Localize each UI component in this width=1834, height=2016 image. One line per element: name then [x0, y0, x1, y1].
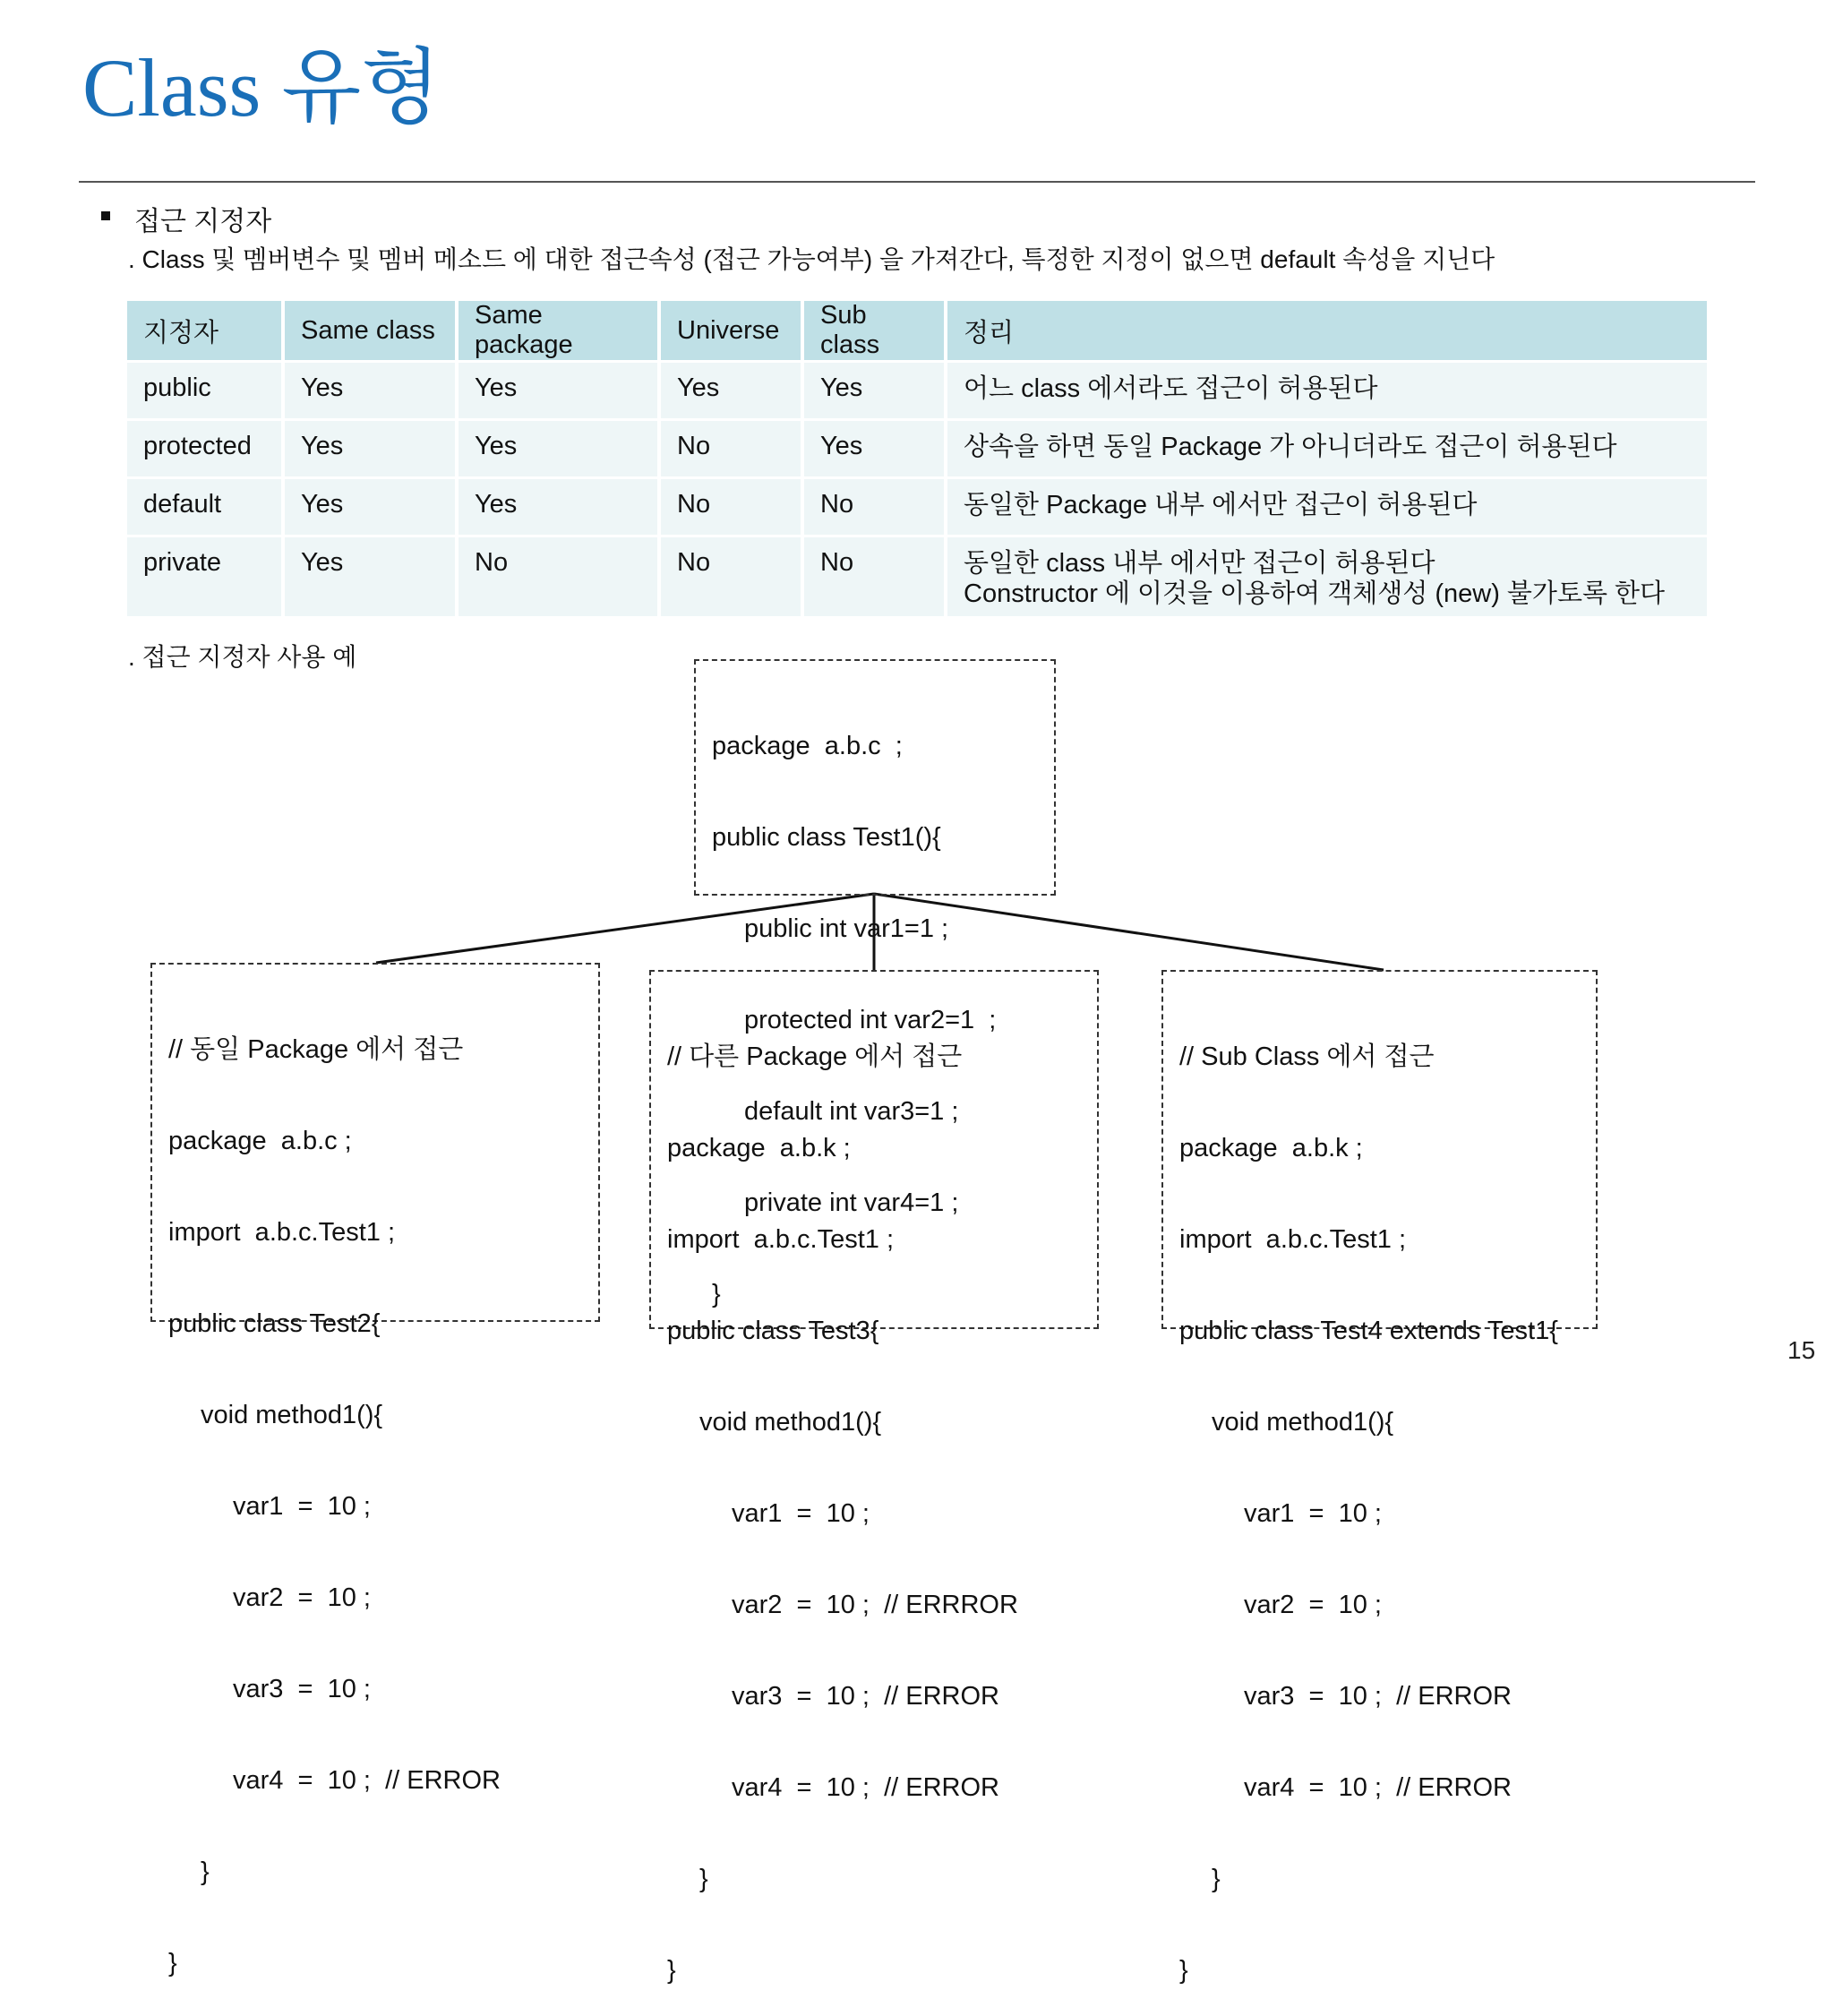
code-line: package a.b.k ;	[667, 1134, 851, 1162]
summary-line: 어느 class 에서라도 접근이 허용된다	[964, 374, 1378, 403]
header-same-class: Same class	[285, 301, 455, 360]
cell-sub-class: No	[804, 479, 944, 535]
code-line: package a.b.c ;	[712, 732, 903, 760]
header-sub-class: Sub class	[804, 301, 944, 360]
page-number: 15	[1787, 1336, 1816, 1364]
cell-same-class: Yes	[285, 479, 455, 535]
cell-sub-class: No	[804, 537, 944, 616]
code-line: var4 = 10 ; // ERROR	[233, 1766, 501, 1795]
cell-same-package: Yes	[458, 421, 657, 476]
code-line: }	[201, 1857, 210, 1886]
cell-same-class: Yes	[285, 363, 455, 418]
header-specifier: 지정자	[127, 301, 281, 360]
example-label: . 접근 지정자 사용 예	[128, 643, 357, 671]
cell-same-class: Yes	[285, 421, 455, 476]
cell-specifier: protected	[127, 421, 281, 476]
summary-line: Constructor 에 이것을 이용하여 객체생성 (new) 불가토록 한다	[964, 579, 1666, 608]
cell-specifier: public	[127, 363, 281, 418]
code-line: public class Test2{	[168, 1309, 381, 1338]
code-line: }	[712, 1280, 721, 1308]
cell-universe: No	[661, 421, 801, 476]
code-line: public class Test3{	[667, 1317, 879, 1345]
code-line: var4 = 10 ; // ERROR	[1244, 1773, 1512, 1802]
code-line: default int var3=1 ;	[744, 1097, 959, 1126]
cell-sub-class: Yes	[804, 421, 944, 476]
section-description: . Class 및 멤버변수 및 멤버 메소드 에 대한 접근속성 (접근 가능여부) 을 가져간다, 특정한 지정이 없으면 default 속성을 지닌다	[128, 245, 1495, 273]
header-summary: 정리	[947, 301, 1707, 360]
code-line: var1 = 10 ;	[1244, 1499, 1382, 1528]
code-line: import a.b.c.Test1 ;	[168, 1218, 396, 1247]
code-line: protected int var2=1 ;	[744, 1006, 997, 1034]
code-line: var3 = 10 ; // ERROR	[732, 1682, 999, 1711]
code-line: var3 = 10 ; // ERROR	[1244, 1682, 1512, 1711]
code-line: }	[1179, 1956, 1188, 1985]
code-line: var3 = 10 ;	[233, 1675, 371, 1703]
code-line: // Sub Class 에서 접근	[1179, 1042, 1435, 1071]
cell-same-package: Yes	[458, 363, 657, 418]
summary-line: 동일한 Package 내부 에서만 접근이 허용된다	[964, 491, 1478, 519]
section-bullet: 접근 지정자	[134, 207, 272, 236]
code-line: public class Test4 extends Test1{	[1179, 1317, 1558, 1345]
code-line: // 다른 Package 에서 접근	[667, 1042, 963, 1071]
cell-universe: Yes	[661, 363, 801, 418]
code-line: var2 = 10 ;	[1244, 1591, 1382, 1619]
code-line: }	[1212, 1865, 1221, 1893]
cell-specifier: private	[127, 537, 281, 616]
code-line: void method1(){	[699, 1408, 882, 1437]
code-line: }	[168, 1949, 177, 1977]
code-line: var1 = 10 ;	[732, 1499, 870, 1528]
cell-same-package: Yes	[458, 479, 657, 535]
code-line: var1 = 10 ;	[233, 1492, 371, 1521]
code-line: import a.b.c.Test1 ;	[1179, 1225, 1407, 1254]
slide-title: Class 유형	[82, 42, 441, 133]
code-line: }	[667, 1956, 676, 1985]
header-universe: Universe	[661, 301, 801, 360]
code-line: void method1(){	[201, 1401, 383, 1429]
code-line: }	[699, 1865, 708, 1893]
code-box-test2-same-package	[150, 963, 600, 1977]
code-line: // 동일 Package 에서 접근	[168, 1035, 464, 1064]
code-line: public class Test1(){	[712, 823, 941, 852]
code-line: var2 = 10 ;	[233, 1583, 371, 1612]
code-line: import a.b.c.Test1 ;	[667, 1225, 895, 1254]
summary-line: 동일한 class 내부 에서만 접근이 허용된다	[964, 549, 1435, 578]
code-line: private int var4=1 ;	[744, 1188, 959, 1217]
code-box-test4-sub-class	[1161, 970, 1598, 1985]
summary-line: 상속을 하면 동일 Package 가 아니더라도 접근이 허용된다	[964, 433, 1617, 461]
code-line: package a.b.c ;	[168, 1127, 352, 1155]
cell-specifier: default	[127, 479, 281, 535]
cell-universe: No	[661, 537, 801, 616]
code-line: package a.b.k ;	[1179, 1134, 1363, 1162]
code-line: public int var1=1 ;	[744, 914, 949, 943]
cell-sub-class: Yes	[804, 363, 944, 418]
cell-same-class: Yes	[285, 537, 455, 616]
cell-universe: No	[661, 479, 801, 535]
header-same-package: Same package	[458, 301, 657, 360]
code-line: void method1(){	[1212, 1408, 1394, 1437]
code-line: var2 = 10 ; // ERRROR	[732, 1591, 1018, 1619]
code-box-test3-other-package	[649, 970, 1099, 1985]
cell-same-package: No	[458, 537, 657, 616]
code-line: var4 = 10 ; // ERROR	[732, 1773, 999, 1802]
